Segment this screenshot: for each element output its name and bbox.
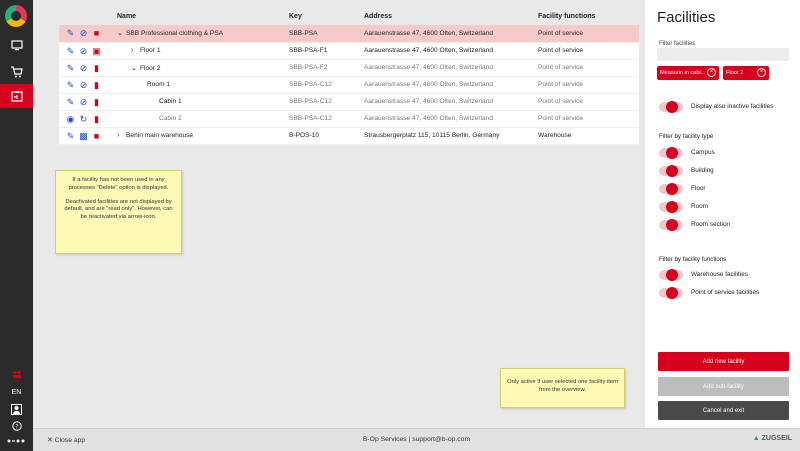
- address-cell: Aarauenstrasse 47, 4600 Olten, Switzerland: [364, 93, 538, 110]
- address-cell: Aarauenstrasse 47, 4600 Olten, Switzerland: [364, 42, 538, 59]
- building-icon[interactable]: ■: [93, 28, 100, 39]
- warehouse-icon[interactable]: ■: [93, 130, 100, 141]
- deactivated-note-text: Deactivated facilities are not displayed by default, and are "read only". However, can be reactivated via arrow-icon.: [64, 198, 173, 221]
- deactivate-icon[interactable]: ⊘: [79, 62, 88, 73]
- facility-table: [59, 8, 639, 145]
- svg-text:?: ?: [14, 423, 19, 431]
- delete-info-note: [55, 170, 182, 254]
- deactivate-icon[interactable]: ⊘: [79, 79, 88, 90]
- address-cell: Aarauenstrasse 47, 4600 Olten, Switzerland: [364, 76, 538, 93]
- key-cell: B-POS-10: [289, 127, 364, 144]
- key-cell: SBB-PSA-C12: [289, 76, 364, 93]
- subfacility-info-note: [500, 368, 625, 408]
- name-cell: ⌄ SBB Professional clothing & PSA: [117, 25, 289, 42]
- key-cell: SBB-PSA: [289, 25, 364, 42]
- facility-overview: [33, 0, 645, 428]
- row-actions: [59, 127, 117, 144]
- facility-icon[interactable]: [0, 84, 33, 108]
- functions-header: Facility functions: [538, 13, 596, 20]
- bop-logo-icon: [0, 435, 33, 447]
- row-actions: [59, 42, 117, 59]
- leaf-icon: ▲: [752, 435, 760, 442]
- chip-label: Measurin in cabi...: [660, 70, 706, 76]
- function-toggle-warehouse[interactable]: [659, 270, 683, 280]
- inactive-label: Display also inactive facilities: [691, 103, 774, 110]
- room-icon[interactable]: ▮: [94, 79, 99, 90]
- collapse-chevron-icon[interactable]: ⌄: [117, 30, 123, 38]
- type-section-title: Filter by facility type: [659, 133, 714, 140]
- table-row[interactable]: [59, 76, 639, 93]
- table-row[interactable]: [59, 110, 639, 127]
- name-cell: ⌄ Floor 2: [117, 59, 289, 76]
- type-label-campus: Campus: [691, 149, 715, 156]
- function-label-warehouse: Warehouse facilities: [691, 271, 748, 278]
- collapse-chevron-icon[interactable]: ⌄: [131, 64, 137, 72]
- support-info: B-Op Services | support@b-op.com: [362, 436, 471, 443]
- sidebar: [0, 0, 33, 451]
- name-cell: › Berlin main warehouse: [117, 127, 289, 144]
- edit-icon[interactable]: ✎: [66, 130, 75, 141]
- expand-chevron-icon[interactable]: ›: [117, 132, 120, 139]
- footer-bar: [33, 428, 800, 451]
- filter-input[interactable]: [657, 48, 789, 61]
- function-toggle-pos[interactable]: [659, 288, 683, 298]
- type-label-room: Room: [691, 203, 709, 210]
- table-row[interactable]: [59, 93, 639, 110]
- remove-chip-icon[interactable]: ×: [707, 68, 716, 77]
- function-section-title: Filter by facility functions: [659, 256, 727, 263]
- add-subfacility-button[interactable]: Add sub-facility: [658, 377, 789, 396]
- type-toggle-floor[interactable]: [659, 184, 683, 194]
- brand-logo: [753, 435, 792, 442]
- key-cell: SBB-PSA-F2: [289, 59, 364, 76]
- facilities-panel: [645, 0, 800, 428]
- type-toggle-campus[interactable]: [659, 148, 683, 158]
- key-cell: SBB-PSA-C12: [289, 110, 364, 127]
- floor-icon[interactable]: ▣: [92, 45, 101, 56]
- functions-cell: Warehouse: [538, 127, 639, 144]
- delete-icon[interactable]: ▩: [79, 130, 88, 141]
- cancel-exit-button[interactable]: Cancel and exit: [658, 401, 789, 420]
- type-label-room-section: Room section: [691, 221, 731, 228]
- functions-cell: Point of service: [538, 59, 639, 76]
- view-icon[interactable]: ◉: [66, 113, 75, 124]
- type-toggle-room-section[interactable]: [659, 220, 683, 230]
- actions-header: [59, 8, 117, 25]
- row-actions: [59, 76, 117, 93]
- key-cell: SBB-PSA-C12: [289, 93, 364, 110]
- edit-icon[interactable]: ✎: [66, 45, 75, 56]
- reactivate-icon[interactable]: ↻: [79, 113, 88, 124]
- functions-cell: Point of service: [538, 25, 639, 42]
- cart-icon[interactable]: [0, 60, 33, 84]
- filter-chip[interactable]: [723, 66, 769, 80]
- expand-chevron-icon[interactable]: ›: [131, 47, 134, 54]
- row-actions: [59, 59, 117, 76]
- function-label-pos: Point of service facilities: [691, 289, 760, 296]
- row-actions: [59, 25, 117, 42]
- name-cell: › Floor 1: [117, 42, 289, 59]
- address-cell: Aarauenstrasse 47, 4600 Olten, Switzerland: [364, 25, 538, 42]
- edit-icon[interactable]: ✎: [66, 62, 75, 73]
- type-label-building: Building: [691, 167, 714, 174]
- add-facility-button[interactable]: Add new facility: [658, 352, 789, 371]
- address-cell: Aarauenstrasse 47, 4600 Olten, Switzerland: [364, 110, 538, 127]
- cabin-icon[interactable]: ▮: [94, 113, 99, 124]
- monitor-icon[interactable]: [0, 33, 33, 57]
- table-row[interactable]: [59, 25, 639, 42]
- table-row[interactable]: [59, 42, 639, 59]
- edit-icon[interactable]: ✎: [66, 96, 75, 107]
- profile-icon[interactable]: [0, 401, 33, 417]
- language-selector[interactable]: EN: [11, 389, 22, 396]
- functions-cell: Point of service: [538, 42, 639, 59]
- row-actions: [59, 110, 117, 127]
- app-logo: [5, 5, 27, 27]
- deactivate-icon[interactable]: ⊘: [79, 45, 88, 56]
- type-label-floor: Floor: [691, 185, 706, 192]
- type-toggle-building[interactable]: [659, 166, 683, 176]
- functions-cell: Point of service: [538, 110, 639, 127]
- filter-chip[interactable]: [657, 66, 719, 80]
- type-toggle-room[interactable]: [659, 202, 683, 212]
- filter-label: Filter facilities: [659, 41, 696, 47]
- help-icon[interactable]: [0, 419, 33, 433]
- deactivate-icon[interactable]: ⊘: [79, 96, 88, 107]
- delete-note-text: If a facility has not been used in any processes "Delete" option is displayed.: [68, 177, 169, 191]
- functions-cell: Point of service: [538, 93, 639, 110]
- room-icon[interactable]: ▮: [94, 62, 99, 73]
- inactive-toggle[interactable]: [659, 102, 683, 112]
- remove-chip-icon[interactable]: ×: [757, 68, 766, 77]
- name-cell: Cabin 1: [117, 93, 289, 110]
- deactivate-icon[interactable]: ⊘: [79, 28, 88, 39]
- table-row[interactable]: [59, 59, 639, 76]
- users-icon[interactable]: [0, 366, 33, 382]
- edit-icon[interactable]: ✎: [66, 79, 75, 90]
- close-app-label: Close app: [54, 437, 86, 444]
- close-icon: ✕: [47, 437, 53, 444]
- cabin-icon[interactable]: ▮: [94, 96, 99, 107]
- edit-icon[interactable]: ✎: [66, 28, 75, 39]
- functions-cell: Point of service: [538, 76, 639, 93]
- panel-title: Facilities: [657, 9, 716, 26]
- name-cell: Cabin 2: [117, 110, 289, 127]
- key-cell: SBB-PSA-F1: [289, 42, 364, 59]
- address-cell: Aarauenstrasse 47, 4600 Olten, Switzerland: [364, 59, 538, 76]
- brand-label: ZUGSEIL: [761, 435, 792, 442]
- address-header: Address: [364, 13, 393, 20]
- address-cell: Strausbergerplatz 115, 10115 Berlin, Germany: [364, 127, 538, 144]
- row-actions: [59, 93, 117, 110]
- chip-label: Floor 2: [726, 70, 744, 76]
- subfacility-note-text: Only active if user selected one facility item from the overview.: [507, 379, 618, 393]
- name-cell: Room 1: [117, 76, 289, 93]
- name-header: Name: [117, 13, 137, 20]
- table-row[interactable]: [59, 127, 639, 144]
- key-header: Key: [289, 13, 302, 20]
